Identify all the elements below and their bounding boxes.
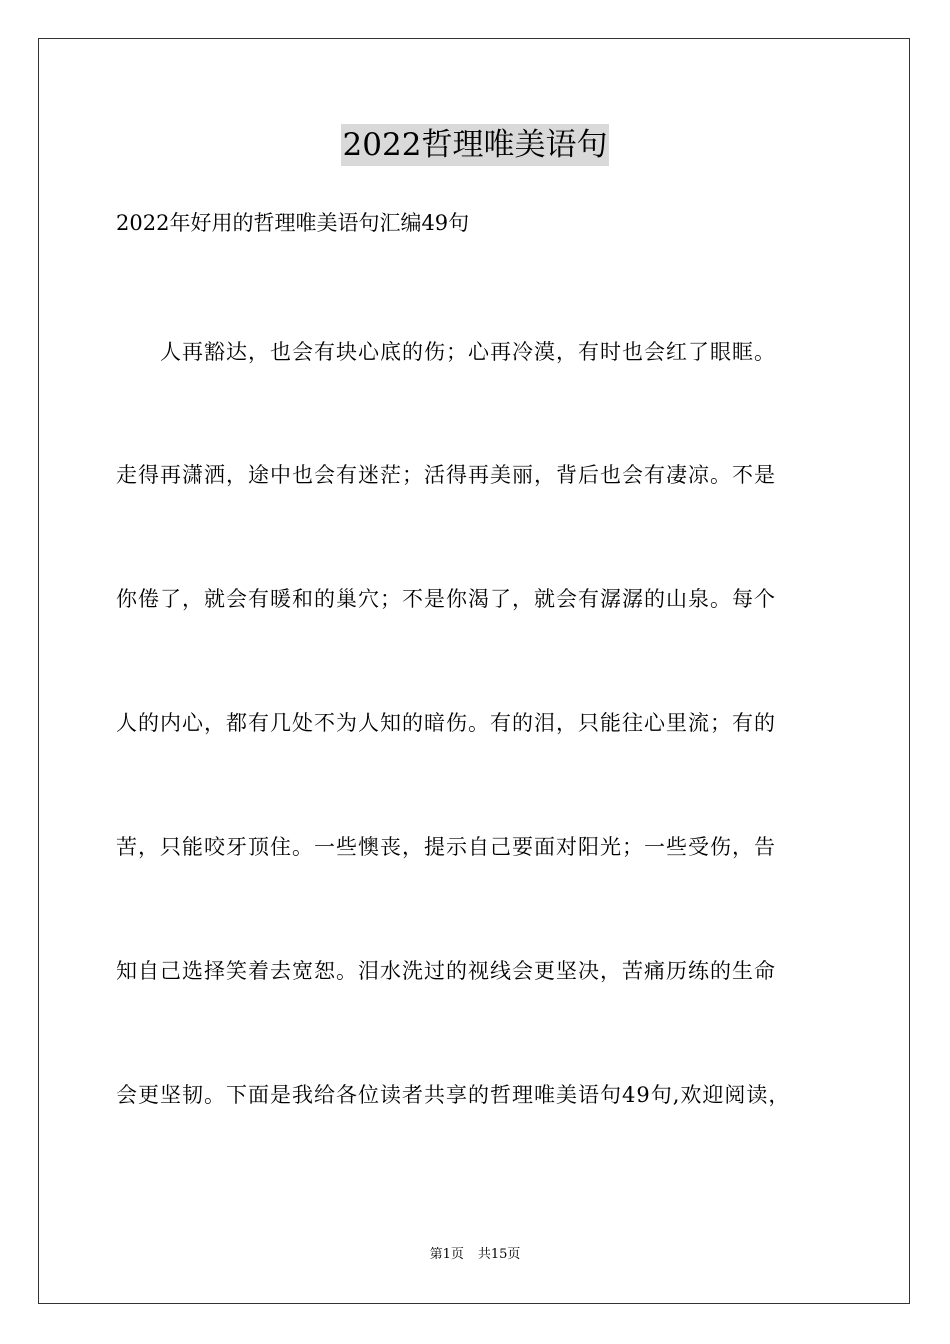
paragraph-line-4: 人的内心，都有几处不为人知的暗伤。有的泪，只能往心里流；有的 — [116, 711, 776, 735]
page-number: 第1页 — [429, 1247, 464, 1262]
paragraph-line-6: 知自己选择笑着去宽恕。泪水洗过的视线会更坚决，苦痛历练的生命 — [116, 959, 776, 983]
title-wrapper — [0, 124, 950, 166]
document-subtitle: 2022年好用的哲理唯美语句汇编49句 — [116, 211, 470, 235]
paragraph-line-3: 你倦了，就会有暖和的巢穴；不是你渴了，就会有潺潺的山泉。每个 — [116, 587, 776, 611]
paragraph-line-2: 走得再潇洒，途中也会有迷茫；活得再美丽，背后也会有凄凉。不是 — [116, 463, 776, 487]
paragraph-line-5: 苦，只能咬牙顶住。一些懊丧，提示自己要面对阳光；一些受伤，告 — [116, 835, 776, 859]
page-total: 共15页 — [477, 1247, 521, 1262]
paragraph-line-7: 会更坚韧。下面是我给各位读者共享的哲理唯美语句49句,欢迎阅读， — [116, 1083, 791, 1107]
paragraph-line-1: 人再豁达，也会有块心底的伤；心再冷漠，有时也会红了眼眶。 — [160, 340, 776, 364]
document-title: 2022哲理唯美语句 — [341, 124, 610, 166]
page-footer — [0, 1246, 950, 1264]
